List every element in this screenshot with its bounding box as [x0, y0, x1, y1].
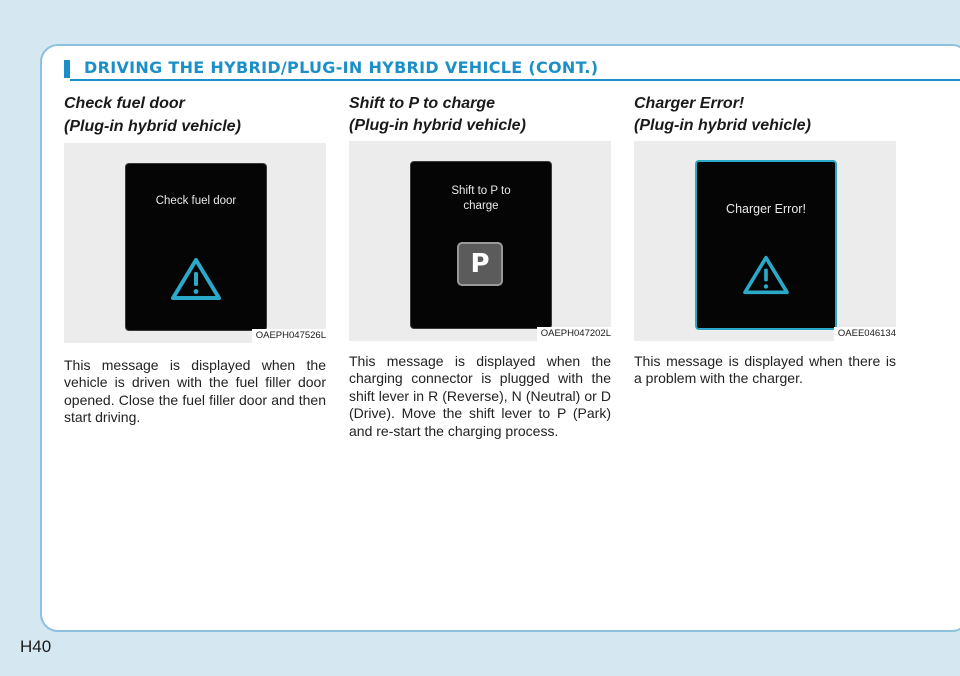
heading-line1: Check fuel door: [64, 95, 185, 112]
display-message: Check fuel door: [155, 195, 237, 207]
display-message-line1: Shift to P to: [451, 185, 511, 197]
description-text: This message is displayed when there is a problem with the charger.: [634, 353, 896, 387]
section-check-fuel-door: [64, 93, 326, 426]
section-heading: [349, 93, 611, 137]
heading-line2: (Plug-in hybrid vehicle): [64, 118, 241, 135]
heading-line2: (Plug-in hybrid vehicle): [349, 117, 526, 134]
section-shift-to-p: [349, 93, 611, 439]
park-gear-icon: [457, 242, 503, 286]
header-rule: [70, 79, 960, 81]
section-charger-error: [634, 93, 896, 387]
image-code: OAEPH047202L: [537, 327, 611, 341]
section-heading: [634, 93, 896, 137]
cluster-figure: [634, 141, 896, 341]
warning-triangle-icon: [742, 254, 790, 296]
heading-line1: Charger Error!: [634, 95, 745, 112]
description-text: This message is displayed when the vehicle is driven with the fuel filler door opened. Close the fuel filler door and then start driving.: [64, 357, 326, 426]
image-code: OAEE046134: [834, 327, 896, 341]
image-code: OAEPH047526L: [252, 329, 326, 343]
display-message: [411, 184, 551, 214]
header-accent-bar: [64, 60, 70, 78]
section-header: [64, 57, 960, 81]
display-message: Charger Error!: [726, 202, 806, 216]
cluster-figure: [64, 143, 326, 343]
section-title: DRIVING THE HYBRID/PLUG-IN HYBRID VEHICLE (CONT.): [84, 58, 599, 77]
section-heading: [64, 93, 326, 138]
cluster-display: [695, 160, 837, 330]
heading-line2: (Plug-in hybrid vehicle): [634, 117, 811, 134]
cluster-display: [125, 163, 267, 331]
gear-label: P: [470, 249, 490, 279]
page-number: H40: [20, 637, 52, 656]
cluster-figure: [349, 141, 611, 341]
warning-triangle-icon: [170, 256, 222, 302]
cluster-display: [410, 161, 552, 329]
description-text: This message is displayed when the charging connector is plugged with the shift lever in R (Reverse), N (Neutral) or D (Drive). Move the shift lever to P (Park) and re-start the charging process.: [349, 353, 611, 439]
heading-line1: Shift to P to charge: [349, 95, 496, 112]
display-message-line2: charge: [463, 200, 499, 212]
